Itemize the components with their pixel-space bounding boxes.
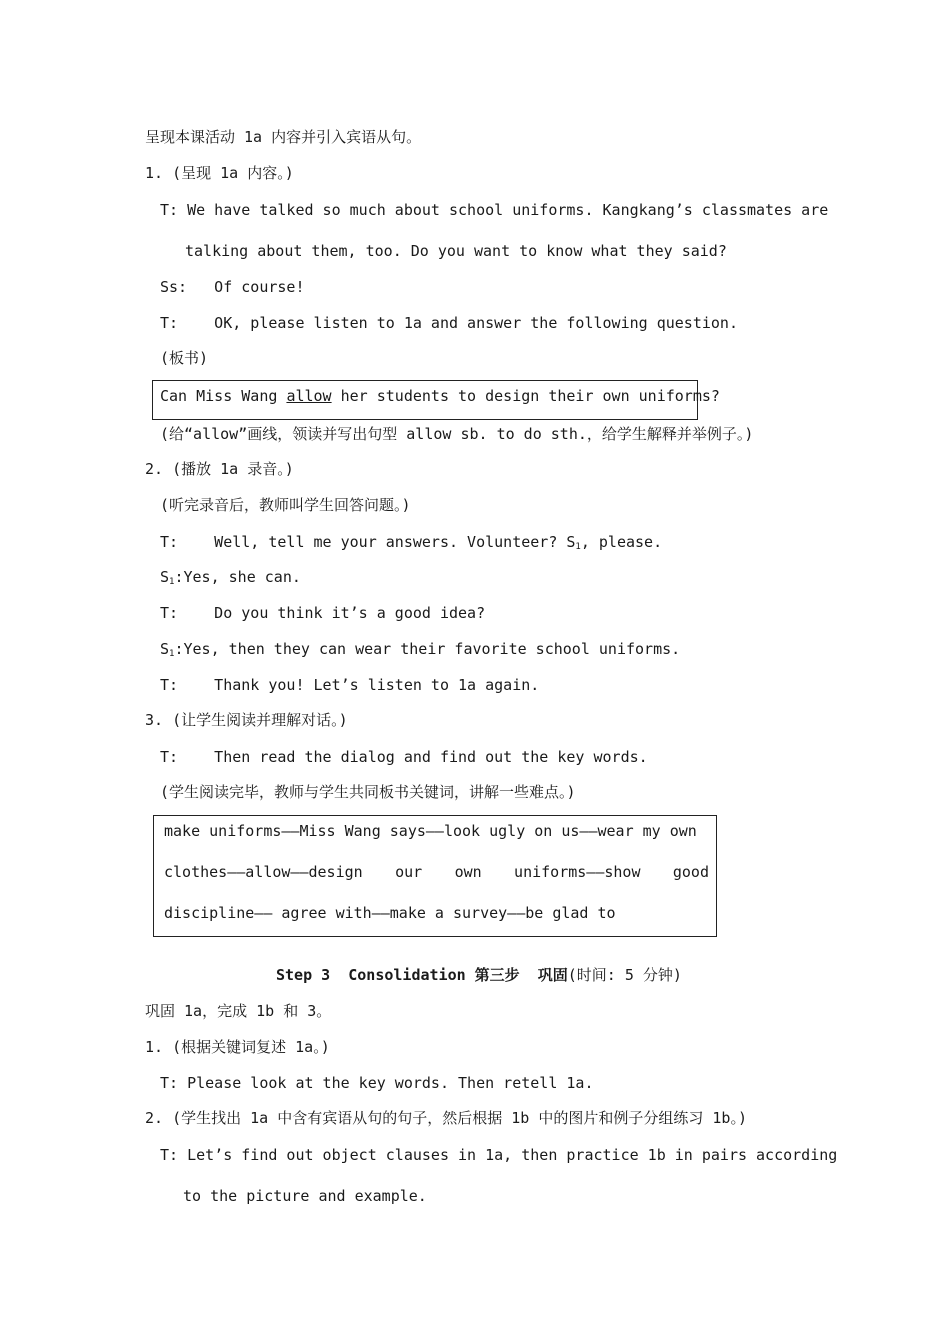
- key-words-line: make uniforms——Miss Wang says——look ugly on us——wear my own: [164, 822, 697, 840]
- key-word: own: [454, 863, 482, 881]
- board-question-box: [152, 380, 720, 420]
- board-question-start: Can Miss Wang: [160, 387, 287, 405]
- step3-title: 3. (让学生阅读并理解对话。): [145, 711, 348, 729]
- consolidation-item2-title: 2. (学生找出 1a 中含有宾语从句的句子，然后根据 1b 中的图片和例子分组练习 1b。): [145, 1109, 747, 1127]
- key-word: clothes——allow——design: [164, 863, 363, 881]
- teacher-line: T: We have talked so much about school uniforms. Kangkang’s classmates are: [160, 201, 829, 219]
- student-line-text: :Yes, then they can wear their favorite school uniforms.: [174, 640, 681, 658]
- teacher-line-continued: to the picture and example.: [183, 1187, 427, 1205]
- teacher-line: T: Thank you! Let’s listen to 1a again.: [160, 676, 540, 694]
- key-word: our: [395, 863, 423, 881]
- section-heading-title: Step 3 Consolidation 第三步 巩固: [276, 966, 568, 984]
- teacher-line-text: , please.: [580, 533, 663, 551]
- section-intro: 巩固 1a，完成 1b 和 3。: [145, 1002, 332, 1020]
- teaching-note: (给“allow”画线，领读并写出句型 allow sb. to do sth.，给学生解释并举例子。): [160, 425, 754, 443]
- student-label: S: [160, 568, 170, 586]
- key-words-line: [164, 862, 709, 882]
- key-words-box: [153, 815, 717, 937]
- intro-text: 呈现本课活动 1a 内容并引入宾语从句。: [145, 128, 422, 146]
- teacher-line: T: OK, please listen to 1a and answer the following question.: [160, 314, 738, 332]
- key-word: good: [672, 863, 709, 881]
- student-line-text: :Yes, she can.: [174, 568, 301, 586]
- section-heading: [276, 965, 682, 985]
- teaching-note: (听完录音后，教师叫学生回答问题。): [160, 496, 411, 514]
- subscript: 1: [169, 649, 175, 659]
- board-question: [160, 386, 720, 406]
- student-label: S: [160, 640, 170, 658]
- teaching-note: (学生阅读完毕，教师与学生共同板书关键词，讲解一些难点。): [160, 783, 576, 801]
- teacher-line: T: Do you think it’s a good idea?: [160, 604, 486, 622]
- teacher-line-text: T: Well, tell me your answers. Volunteer? S: [160, 533, 576, 551]
- consolidation-item1-title: 1. (根据关键词复述 1a。): [145, 1038, 330, 1056]
- teacher-line: T: Please look at the key words. Then retell 1a.: [160, 1074, 594, 1092]
- subscript: 1: [169, 577, 175, 587]
- step2-title: 2. (播放 1a 录音。): [145, 460, 294, 478]
- key-word: uniforms——show: [514, 863, 641, 881]
- student-line: [160, 567, 301, 592]
- step1-title: 1. (呈现 1a 内容。): [145, 164, 294, 182]
- teacher-line: [160, 532, 662, 557]
- key-words-line: discipline—— agree with——make a survey——be glad to: [164, 904, 616, 922]
- teacher-line: T: Let’s find out object clauses in 1a, then practice 1b in pairs according: [160, 1146, 838, 1164]
- teacher-line: T: Then read the dialog and find out the key words.: [160, 748, 648, 766]
- subscript: 1: [575, 542, 581, 552]
- underlined-word: allow: [286, 387, 332, 405]
- board-question-end: her students to design their own uniforms?: [331, 387, 720, 405]
- section-heading-time: (时间: 5 分钟): [567, 966, 682, 984]
- students-line: Ss: Of course!: [160, 278, 305, 296]
- teacher-line-continued: talking about them, too. Do you want to know what they said?: [185, 242, 727, 260]
- board-label: (板书): [160, 349, 209, 367]
- student-line: [160, 639, 680, 664]
